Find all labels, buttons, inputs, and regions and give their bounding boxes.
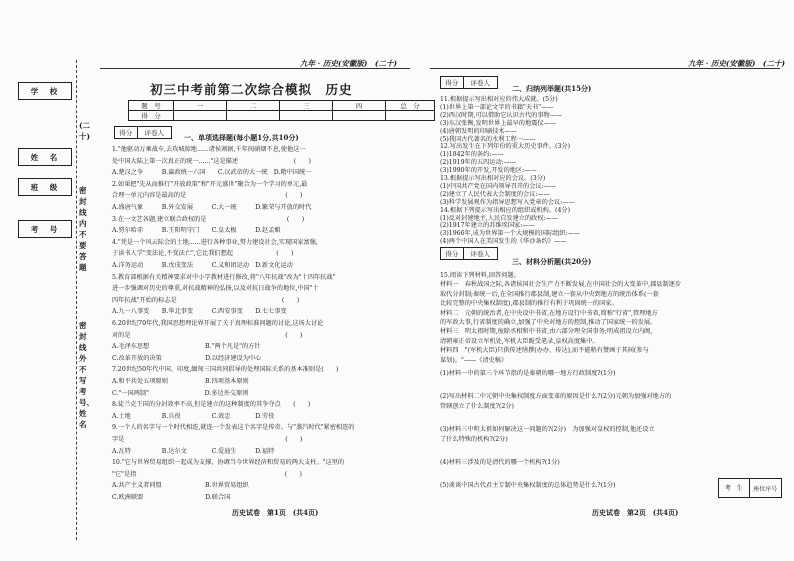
question-line: A.盛唐气象 B.外交发展 C.大一统 D.繁荣与开放的时代 <box>112 204 312 211</box>
question-line: 13.根据提示写出相对应的会议。(3分) <box>440 175 546 182</box>
question-line: C."一国两制" D.多边外交原则 <box>112 389 249 397</box>
score-table-header-cell: 二 <box>227 101 280 111</box>
grader-box-2 <box>440 76 498 89</box>
grader-box-1 <box>114 126 172 139</box>
question-line: 10."它与世界贸易组织一起成为支撑、协调当今世界经济和贸易的两大支柱。"这里的 <box>112 459 345 467</box>
grader-name-label: 评卷人 <box>470 250 491 258</box>
score-cell <box>386 111 435 121</box>
grader-name-label: 评卷人 <box>470 79 491 87</box>
question-line: 了什么特殊的机构?(2分) <box>440 435 508 443</box>
question-line: (5)谈谈中国古代君主专制中央集权制度的总体趋势是什么?(1分) <box>440 482 616 490</box>
question-line: 4."凭是一个风云际会的土地......进行各种事业,努力建设社会,实现国家富强, <box>112 238 318 246</box>
paper-code-vertical: (二十) <box>79 121 91 141</box>
score-table <box>128 100 435 121</box>
page2-header-rule <box>430 68 780 69</box>
question-line: 9.一个人的名字与一个时代相连,就连一个发表这个名字是传奇。与"蒸汽时代"紧密相连的 <box>112 424 355 432</box>
question-line: 四年抗战"开始的标志是 ( ) <box>112 296 300 304</box>
question-line: 12.写出发生在下列年份的重大历史事件。(3分) <box>440 143 570 151</box>
question-line: 2.如果把"先从而推行"开放政策"和"开元盛世"聚合为一个学习的单元,最 <box>112 180 308 188</box>
score-table-header-cell: 总 分 <box>386 101 435 111</box>
question-line: 6.20世纪70年代,我国思想理论界开展了关于真理标准问题的讨论,这场大讨论 <box>112 320 324 327</box>
question-line: 1."他驱动万乘战车,去攻城掠地......诸侯割据,千年间硝烟不息,使他这一 <box>112 146 306 153</box>
question-line: A.努尔哈赤 B.王阳明守门 C.皇太极 D.赵孟頫 <box>112 227 281 235</box>
question-line: 谋划)。"——《清史稿》 <box>440 356 508 364</box>
question-line: (3)1990年的开发,开发的地区:—— <box>440 167 537 175</box>
question-line: A.土地 B.兵役 C.效忠 D.劳役 <box>112 412 275 420</box>
score-table-header-cell: 一 <box>174 101 227 111</box>
question-line: A.九一八事变 B.华北事变 C.西安事变 D.七七事变 <box>112 308 287 316</box>
page1-footer: 历史试卷 第1页 (共4页) <box>232 508 319 517</box>
question-line: 管辖创立了什么制度?(2分) <box>440 402 514 410</box>
question-line: 比较完整的中央集权制度),郡县制的推行有利于巩固统一的国家。 <box>440 300 618 308</box>
question-line: 材料四 "(军机大臣)只供传述缮撰(办办、传达),而不能稍有赞画于其间(参与 <box>440 347 649 355</box>
name-label: 姓 名 <box>18 148 72 166</box>
paper-title: 初三中考前第二次综合模拟 历史 <box>150 82 353 97</box>
section1-title: 一、单项选择题(每小题1分,共10分) <box>184 133 299 142</box>
question-line: (1)1842年的条约:—— <box>440 151 504 159</box>
seat-number-box <box>718 478 782 498</box>
question-line: "它"是指 ( ) <box>112 470 302 478</box>
question-line: 7.20世纪50年代中国、印度,缅甸三国共同倡导的处理国际关系的基本准则是( ) <box>112 366 339 374</box>
seal-warning-text-2: 密封线外不写考号、姓名 <box>79 321 94 429</box>
question-line: A.毛泽东思想 B."两个凡是"的方针 <box>112 343 261 351</box>
question-line: C.欧洲联盟 D.联合国 <box>112 494 231 501</box>
question-line: (4)两个中国人在美国发生的《华沙条约》—— <box>440 238 567 246</box>
grader-score-label: 得分 <box>115 127 138 138</box>
question-line: 11.根据提示写出相对应的伟大成就。(5分) <box>440 96 558 103</box>
class-label: 班 级 <box>18 178 72 196</box>
question-line: 合理一单元内容是最高的是 ( ) <box>112 192 303 200</box>
score-table-row-label: 得 分 <box>129 111 174 121</box>
question-line: 处中国大陆上第一次真正的统一......"这是描述 ( ) <box>112 157 311 165</box>
question-line: (4)材料三涉及的是清代的哪一个机构?(1分) <box>440 459 560 466</box>
question-line: 清朝雍正帝设立军机处,军机大臣跪受笔录,皇权高度集中。 <box>440 337 599 345</box>
score-cell <box>227 111 280 121</box>
question-line: A.楚汉之争 B.赢政统一六国 C.汉武帝的大一统 D.隋中国统一 <box>112 169 312 177</box>
question-line: 进一步强调对历史的尊重,对抗战精神的弘扬,以及对抗日战争的地位,中国"十 <box>112 285 319 293</box>
section2-title: 二、归纳列举题(共15分) <box>512 84 592 93</box>
question-line: C.改革开放的决策 D.以经济建设为中心 <box>112 354 262 362</box>
question-line: 5.教育部根据有关精神要求对中小学教材进行修改,将"八年抗战"改为"十四年抗战" <box>112 273 336 281</box>
school-label: 学 校 <box>18 82 72 100</box>
question-line: A.共产主义者同盟 B.世界贸易组织 <box>112 482 249 490</box>
question-line: 8.徒兰克王国的分封效率不高,但是建立的这种制度的其争夺点 ( ) <box>112 401 311 409</box>
section3-title: 三、材料分析题(共20分) <box>512 257 592 266</box>
score-cell <box>333 111 386 121</box>
question-line: 14.根据下列提示写出相应的组织或机构。(4分) <box>440 206 570 214</box>
question-line: (1)反对封建地主,人民自发建立的政权:—— <box>440 214 559 222</box>
seat-label: 考 生 <box>724 484 743 492</box>
question-line: 字是 ( ) <box>112 436 303 443</box>
question-line: (3)科学发展观作为指导思想写入党章的会议:—— <box>440 198 575 206</box>
score-table-header-cell: 题 号 <box>129 101 174 111</box>
question-line: (4)唐朝发明的印刷技术—— <box>440 127 517 135</box>
question-line: (2)1919年的五四运动:—— <box>440 159 517 167</box>
question-line: (3)1966年,成为世界第一个大规模的国际组织:—— <box>440 230 580 238</box>
question-line: (2)写出材料二中元朝中央集权制度方面变革的原因是什么?(2分)元朝为加强对地方的 <box>440 393 672 401</box>
exam-number-label: 考 号 <box>18 220 72 238</box>
page1-header-rule <box>100 68 410 69</box>
score-cell <box>280 111 333 121</box>
page2-footer: 历史试卷 第2页 (共4页) <box>592 508 679 517</box>
grader-score-label: 得分 <box>441 248 464 259</box>
binding-strip <box>8 20 94 540</box>
score-table-header-cell: 三 <box>280 101 333 111</box>
grader-box-3 <box>440 247 498 260</box>
question-line: 材料一 春秋战国之际,各诸侯国社会生产力不断发展,在中国社会的大变革中,郡县制逐步 <box>440 281 682 289</box>
question-line: (1)中国共产党在国内领导召开的会议:—— <box>440 182 557 190</box>
question-line: 15.阅读下列材料,回答问题。 <box>440 272 520 279</box>
seal-warning-text: 密封线内不要答题 <box>79 186 87 272</box>
question-line: 的军政大事,行省制度的确立,加强了中央对地方的控制,推动了国家统一的发展。 <box>440 319 657 326</box>
question-line: (1)材料一中的第三个环节指的是秦朝的哪一地方行政制度?(1分) <box>440 370 616 377</box>
question-line: (5)我国古代著名的水利工程一—— <box>440 135 536 143</box>
question-line: (1)世界上第一部论文字的书籍"天书"—— <box>440 103 554 111</box>
question-line: A.瓦特 B.达尔文 C.爱迪生 D.福特 <box>112 447 275 455</box>
score-cell <box>174 111 227 121</box>
question-line: 取代分封制;秦统一后,在全国推行郡县制,建立一套从中央到地方的统治体系(一套 <box>440 290 659 298</box>
page1-header: 九年 · 历史(安徽版) (二十) <box>300 59 398 68</box>
seal-line <box>76 60 77 540</box>
grader-score-label: 得分 <box>441 77 464 88</box>
question-line: 3.在一文艺各题,建立联合政权的是 ( ) <box>112 215 305 223</box>
question-line: 对的是 ( ) <box>112 331 303 339</box>
question-line: (2)建立了人民代表大会制度的会议:—— <box>440 190 550 198</box>
question-line: 材料二 元朝的统治者,在中央设中书省,在地方设行中书省,简称"行省",管理地方 <box>440 309 658 317</box>
question-line: (3)东汉张衡,发明世界上最早的地震仪—— <box>440 119 556 127</box>
question-line: 材料三 明太祖时期,废除丞相和中书省,由六部分理全国事务;明成祖设立内阁, <box>440 328 653 336</box>
grader-name-label: 评卷人 <box>144 129 165 137</box>
page2-header: 九年 · 历史(安徽版) (二十) <box>688 59 786 68</box>
question-line: (3)材料三中明太祖如何解决这一问题的?(2分) 为加强对皇权的控制,他还设立 <box>440 426 655 434</box>
question-line: (2)西汉时期,可以借助它认识古代的事物—— <box>440 111 563 119</box>
score-table-header-cell: 四 <box>333 101 386 111</box>
question-line: (2)1917年建立的苏维埃国家:—— <box>440 222 535 230</box>
question-line: 于读书人学"变法论,不变法亡",它比我们想起 ( ) <box>112 250 294 258</box>
seat-number-label: 座位序号 <box>753 485 778 493</box>
question-line: A.和平共处五项原则 B.四项基本原则 <box>112 378 249 385</box>
question-line: A.洋务运动 B.戊戌变法 C.义和团运动 D.新文化运动 <box>112 262 293 269</box>
